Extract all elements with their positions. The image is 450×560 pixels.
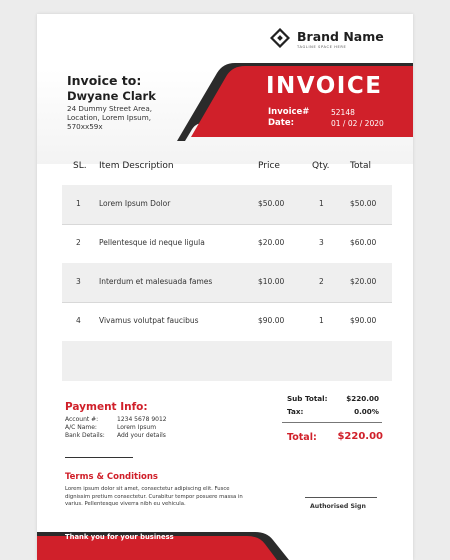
row-qty: 1	[319, 199, 324, 208]
row-sl: 2	[76, 238, 81, 247]
row-price: $90.00	[258, 316, 285, 325]
column-header-sl: SL.	[73, 161, 87, 171]
row-qty: 3	[319, 238, 324, 247]
brand-name: Brand Name	[297, 29, 384, 44]
address-line: 570xx59x	[67, 122, 103, 131]
column-header-price: Price	[258, 161, 280, 171]
table-row	[62, 263, 392, 303]
total-label: Total:	[287, 432, 317, 443]
table-row	[62, 302, 392, 342]
footer-bar	[37, 524, 413, 560]
total-value: $220.00	[337, 431, 383, 442]
row-qty: 2	[319, 277, 324, 286]
tax-label: Tax:	[287, 407, 304, 416]
account-label: Account #:	[65, 416, 99, 423]
signature-line	[305, 497, 377, 498]
bank-details-label: Bank Details:	[65, 432, 105, 439]
row-sl: 4	[76, 316, 81, 325]
payment-info-title: Payment Info:	[65, 401, 148, 413]
column-header-total: Total	[350, 161, 372, 171]
row-description: Pellentesque id neque ligula	[99, 238, 205, 247]
row-sl: 1	[76, 199, 81, 208]
footer-thank-you: Thank you for your business	[65, 533, 174, 541]
column-header-qty: Qty.	[312, 161, 330, 171]
row-price: $20.00	[258, 238, 285, 247]
account-name-label: A/C Name:	[65, 424, 97, 431]
row-price: $10.00	[258, 277, 285, 286]
row-description: Interdum et malesuada fames	[99, 277, 213, 286]
row-total: $90.00	[350, 316, 377, 325]
invoice-title: INVOICE	[266, 73, 383, 99]
brand-tagline: TAGLINE SPACE HERE	[297, 45, 347, 49]
totals-divider	[282, 422, 382, 423]
brand-logo-icon	[270, 28, 290, 48]
empty-table-row	[62, 341, 392, 381]
invoice-date-label: Date:	[268, 118, 295, 128]
row-total: $20.00	[350, 277, 377, 286]
invoice-date: 01 / 02 / 2020	[331, 119, 384, 128]
account-value: 1234 5678 9012	[117, 416, 167, 423]
subtotal-value: $220.00	[346, 394, 379, 403]
terms-title: Terms & Conditions	[65, 472, 158, 482]
subtotal-label: Sub Total:	[287, 394, 328, 403]
row-qty: 1	[319, 316, 324, 325]
invoice-number: 52148	[331, 108, 355, 117]
section-divider	[65, 457, 133, 458]
signature-label: Authorised Sign	[310, 503, 366, 510]
client-name: Dwyane Clark	[67, 89, 156, 103]
account-name-value: Lorem Ipsum	[117, 424, 157, 431]
invoice-number-label: Invoice#	[268, 107, 310, 117]
bank-details-value: Add your details	[117, 432, 166, 439]
address-line: Location, Lorem Ipsum,	[67, 113, 152, 122]
address-line: 24 Dummy Street Area,	[67, 104, 153, 113]
terms-text: Lorem ipsum dolor sit amet, consectetur adipiscing elit. Fusce dignissim pretium consectetur. Curabitur tempor posuere massa in varius. Pellentesque viverra nibh eu vehicula.	[65, 486, 243, 508]
tax-value: 0.00%	[354, 407, 379, 416]
row-total: $60.00	[350, 238, 377, 247]
row-total: $50.00	[350, 199, 377, 208]
row-sl: 3	[76, 277, 81, 286]
row-price: $50.00	[258, 199, 285, 208]
invoice-page	[37, 14, 413, 560]
table-row	[62, 185, 392, 225]
column-header-description: Item Description	[99, 161, 174, 171]
invoice-to-label: Invoice to:	[67, 73, 142, 88]
row-description: Vivamus volutpat faucibus	[99, 316, 199, 325]
row-description: Lorem Ipsum Dolor	[99, 199, 171, 208]
table-row	[62, 224, 392, 264]
